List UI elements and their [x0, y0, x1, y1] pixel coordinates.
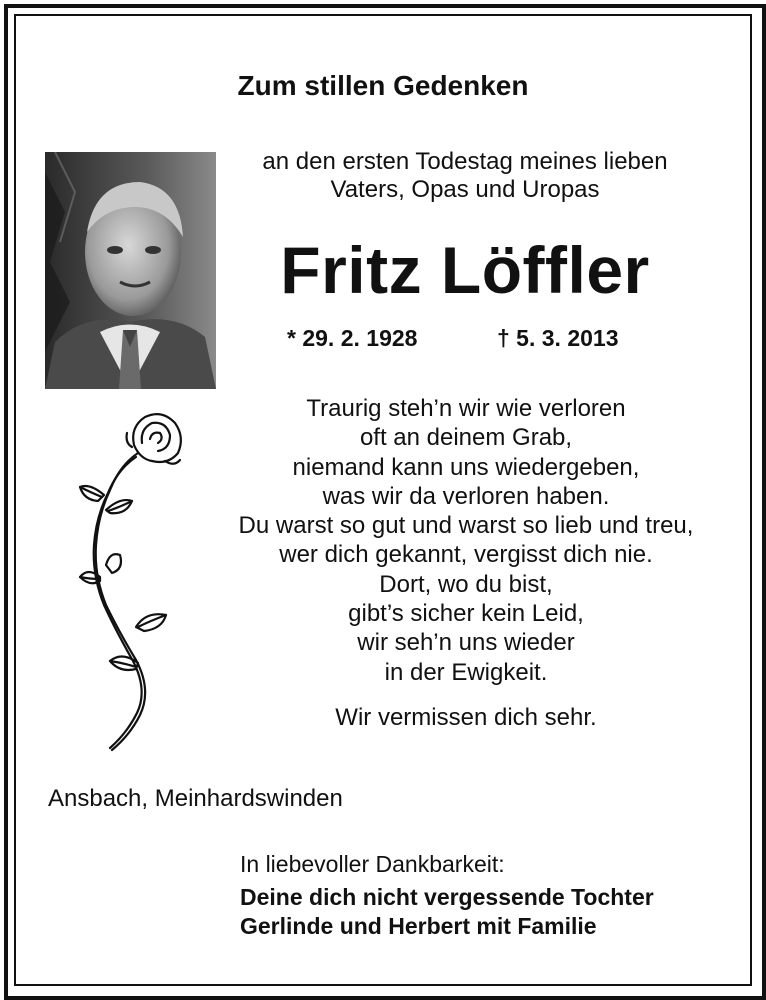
signature-line: Gerlinde und Herbert mit Familie: [240, 913, 597, 939]
birth-date: * 29. 2. 1928: [287, 325, 418, 351]
portrait-image: [45, 152, 216, 389]
heading: [0, 70, 766, 102]
rose-illustration: [70, 405, 190, 755]
poem-line: in der Ewigkeit.: [384, 658, 548, 686]
intro-text: [230, 148, 700, 204]
poem-line: Dort, wo du bist,: [379, 570, 553, 598]
poem-line: Du warst so gut und warst so lieb und treu,: [238, 512, 694, 540]
poem: [214, 394, 718, 687]
signature-line: Deine dich nicht vergessende Tochter: [240, 884, 654, 910]
deceased-name: Fritz Löffler: [280, 233, 650, 307]
heading-text: Zum stillen Gedenken: [237, 70, 529, 101]
death-date: † 5. 3. 2013: [497, 325, 619, 351]
poem-line: gibt’s sicher kein Leid,: [348, 600, 584, 628]
poem-line: was wir da verloren haben.: [322, 482, 610, 510]
poem-line: wer dich gekannt, vergisst dich nie.: [279, 541, 653, 569]
poem-line: Traurig steh’n wir wie verloren: [306, 395, 626, 422]
place-names: Ansbach, Meinhardswinden: [48, 785, 343, 812]
signature: [240, 883, 654, 941]
poem-line: niemand kann uns wiedergeben,: [292, 453, 640, 481]
portrait-photo: [45, 152, 216, 389]
intro-line: an den ersten Todestag meines lieben: [262, 148, 668, 175]
poem-line: oft an deinem Grab,: [359, 424, 573, 452]
intro-line: Vaters, Opas und Uropas: [330, 176, 600, 203]
closing-line: Wir vermissen dich sehr.: [335, 704, 597, 731]
thanks-line: In liebevoller Dankbarkeit:: [240, 851, 505, 877]
poem-line: wir seh’n uns wieder: [357, 629, 575, 657]
